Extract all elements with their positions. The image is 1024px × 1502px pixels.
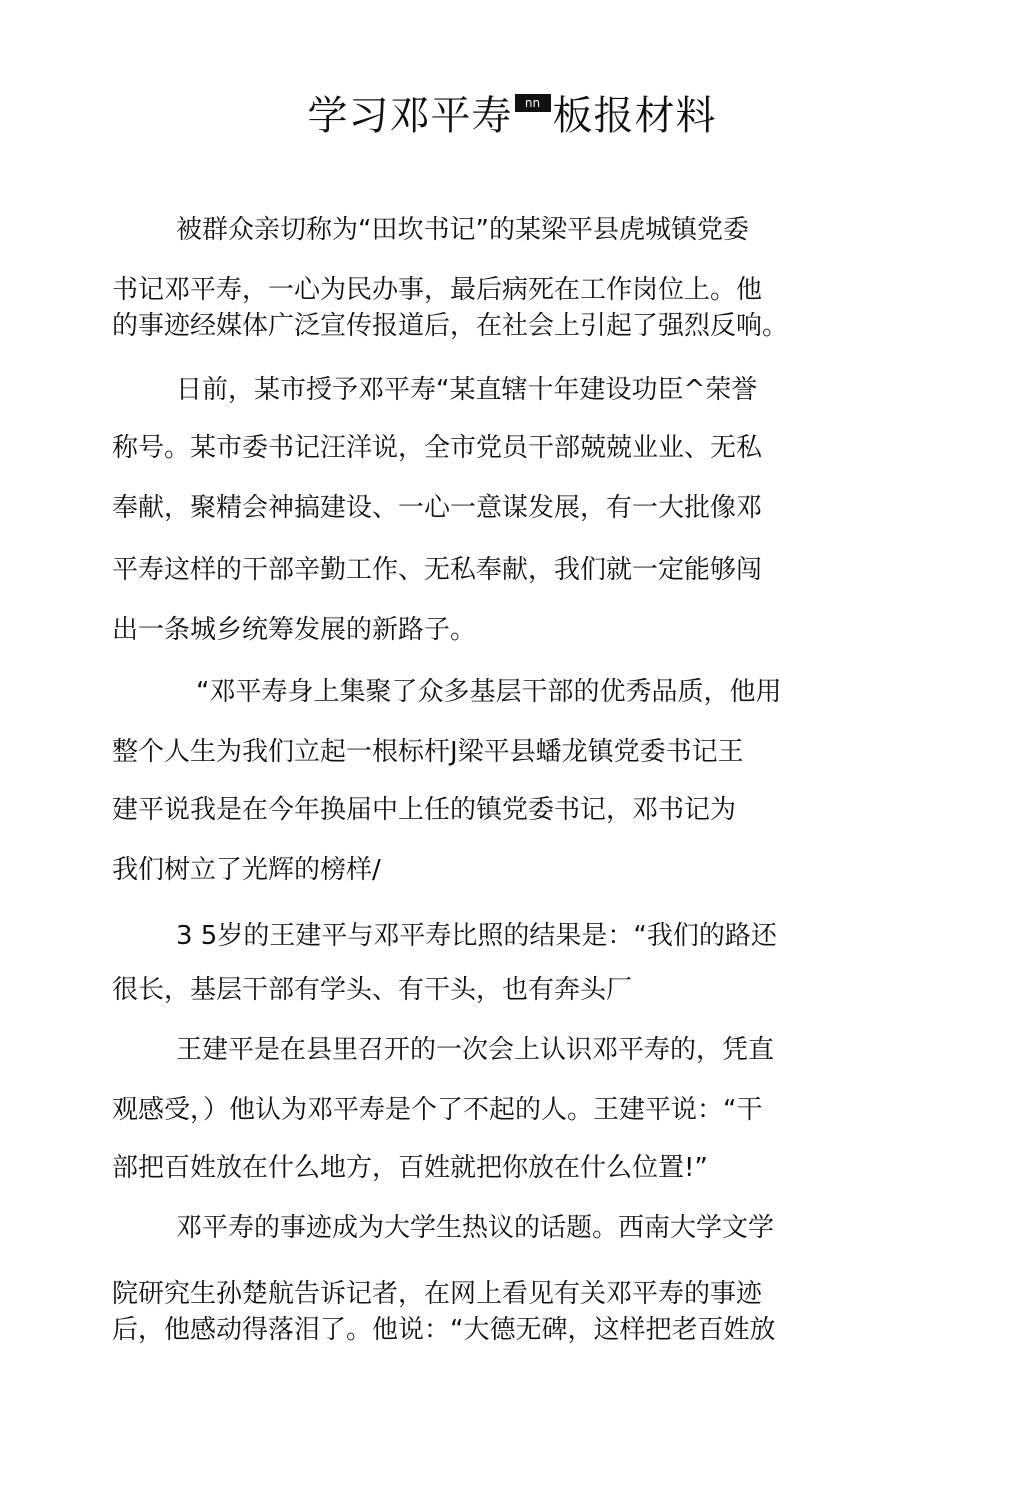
text-line: 书记邓平寿，一心为民办事，最后病死在工作岗位上。他 bbox=[112, 275, 763, 305]
text-line: 部把百姓放在什么地方，百姓就把你放在什么位置!” bbox=[112, 1153, 708, 1183]
text-line: 奉献，聚精会神搞建设、一心一意谋发展，有一大批像邓 bbox=[112, 493, 763, 523]
text-line: 的事迹经媒体广泛宣传报道后，在社会上引起了强烈反响。 bbox=[112, 311, 789, 341]
text-line: 观感受，）他认为邓平寿是个了不起的人。王建平说：“干 bbox=[112, 1095, 763, 1125]
text-line: 日前，某市授予邓平寿“某直辖十年建设功臣^荣誉 bbox=[176, 375, 758, 405]
title-text-start: 学习邓平寿 bbox=[307, 93, 513, 139]
text-line: 后，他感动得落泪了。他说：“大德无碑，这样把老百姓放 bbox=[112, 1315, 776, 1345]
text-line: 邓平寿的事迹成为大学生热议的话题。西南大学文学 bbox=[176, 1213, 775, 1243]
text-line: 平寿这样的干部辛勤工作、无私奉献，我们就一定能够闯 bbox=[112, 555, 763, 585]
text-line: 出一条城乡统筹发展的新路子。 bbox=[112, 615, 477, 645]
text-line: 整个人生为我们立起一根标杆J梁平县蟠龙镇党委书记王 bbox=[112, 737, 744, 767]
title-text-end: 板报材料 bbox=[552, 93, 717, 139]
text-line: 王建平是在县里召开的一次会上认识邓平寿的，凭直 bbox=[176, 1035, 775, 1065]
text-line: 院研究生孙楚航告诉记者，在网上看见有关邓平寿的事迹 bbox=[112, 1279, 763, 1309]
title-redaction-mark: nn bbox=[515, 94, 551, 112]
text-line: 3 5岁的王建平与邓平寿比照的结果是：“我们的路还 bbox=[176, 921, 777, 951]
text-line: 建平说我是在今年换届中上任的镇党委书记，邓书记为 bbox=[112, 795, 737, 825]
text-line: 我们树立了光辉的榜样/ bbox=[112, 855, 381, 885]
text-line: “邓平寿身上集聚了众多基层干部的优秀品质，他用 bbox=[196, 677, 782, 707]
text-line: 被群众亲切称为“田坎书记”的某梁平县虎城镇党委 bbox=[176, 215, 749, 245]
document-title bbox=[0, 88, 1024, 144]
text-line: 称号。某市委书记汪洋说，全市党员干部兢兢业业、无私 bbox=[112, 433, 763, 463]
text-line: 很长，基层干部有学头、有干头，也有奔头厂 bbox=[112, 975, 633, 1005]
